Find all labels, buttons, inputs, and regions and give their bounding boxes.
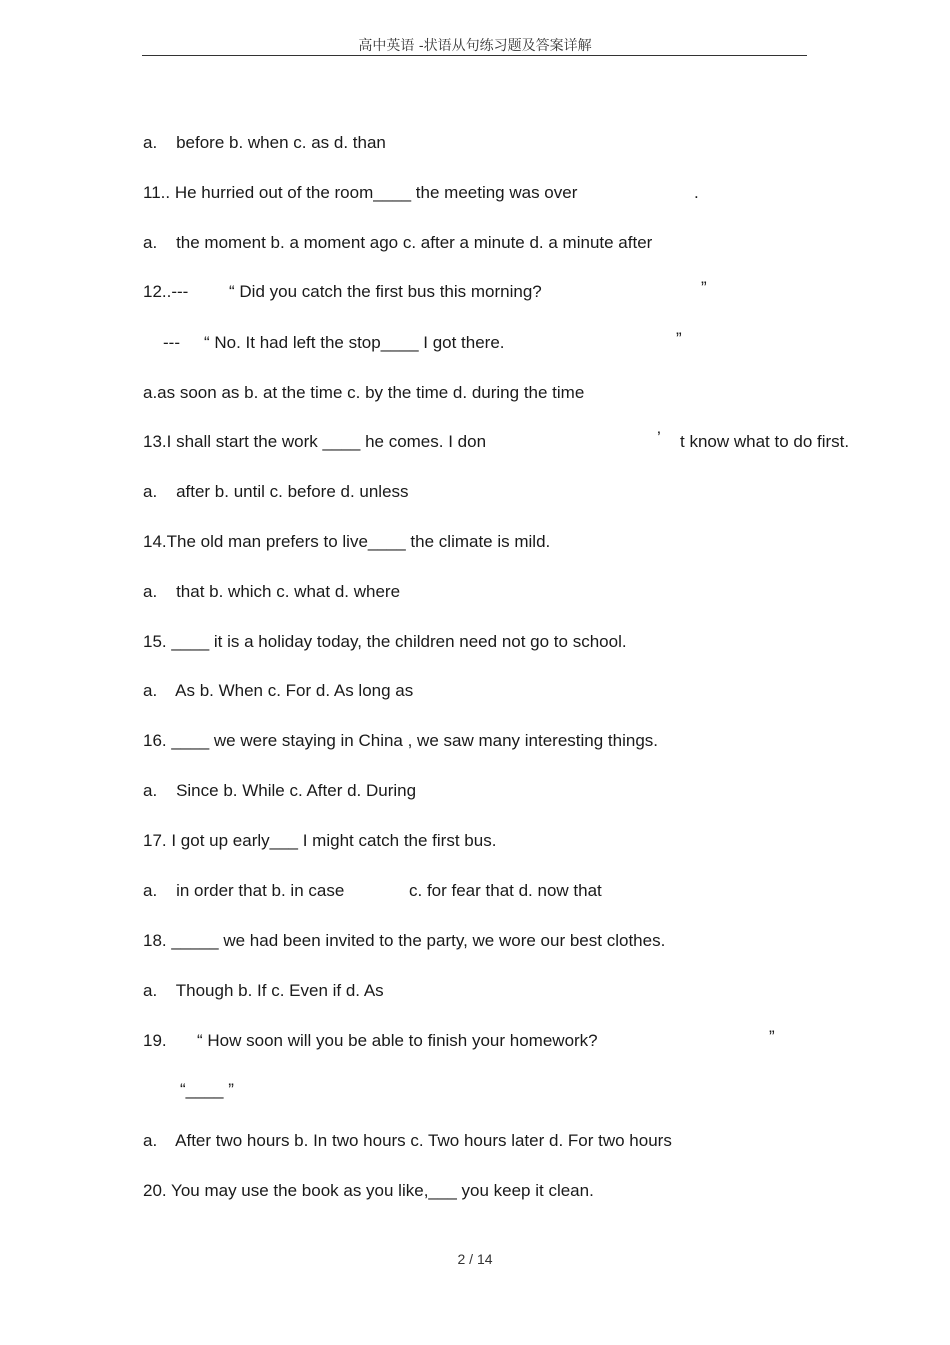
options-q10: a. before b. when c. as d. than [143,133,386,152]
question-19-dialogue: “ How soon will you be able to finish your homework? [197,1031,598,1050]
options-q17-part-2: c. for fear that d. now that [409,881,602,900]
question-13-end: t know what to do first. [680,432,850,451]
options-q13: a. after b. until c. before d. unless [143,482,409,501]
question-13: 13.I shall start the work ____ he comes. I don [143,432,487,451]
question-12-dash: --- [163,333,180,352]
question-14: 14.The old man prefers to live____ the climate is mild. [143,532,551,551]
question-13-apostrophe: ’ [657,428,661,447]
options-q12: a.as soon as b. at the time c. by the time d. during the time [143,383,585,402]
options-q16: a. Since b. While c. After d. During [143,781,417,800]
question-19-number: 19. [143,1031,167,1050]
question-12-number: 12..--- [143,282,189,301]
header-divider [142,55,807,56]
options-q18: a. Though b. If c. Even if d. As [143,981,384,1000]
question-12-close-quote-2: ” [676,329,682,348]
options-q11: a. the moment b. a moment ago c. after a minute d. a minute after [143,233,653,252]
options-q14: a. that b. which c. what d. where [143,582,401,601]
question-19-answer-blank: “____ ” [180,1080,234,1099]
question-15: 15. ____ it is a holiday today, the children need not go to school. [143,632,627,651]
question-12-close-quote-1: ” [701,278,707,297]
question-11-period: . [694,183,699,202]
question-12-dialogue-1: “ Did you catch the first bus this morning? [229,282,542,301]
question-20: 20. You may use the book as you like,___ you keep it clean. [143,1181,594,1200]
page-header-title: 高中英语 -状语从句练习题及答案详解 [358,38,592,54]
options-q15: a. As b. When c. For d. As long as [143,681,414,700]
question-12-dialogue-2: “ No. It had left the stop____ I got there. [204,333,505,352]
options-q19: a. After two hours b. In two hours c. Two hours later d. For two hours [143,1131,672,1150]
question-16: 16. ____ we were staying in China , we saw many interesting things. [143,731,658,750]
page-indicator: 2 / 14 [457,1251,493,1267]
question-19-close-quote: ” [769,1027,775,1046]
question-18: 18. _____ we had been invited to the party, we wore our best clothes. [143,931,666,950]
question-11: 11.. He hurried out of the room____ the meeting was over [143,183,578,202]
options-q17-part-1: a. in order that b. in case [143,881,345,900]
question-17: 17. I got up early___ I might catch the first bus. [143,831,497,850]
